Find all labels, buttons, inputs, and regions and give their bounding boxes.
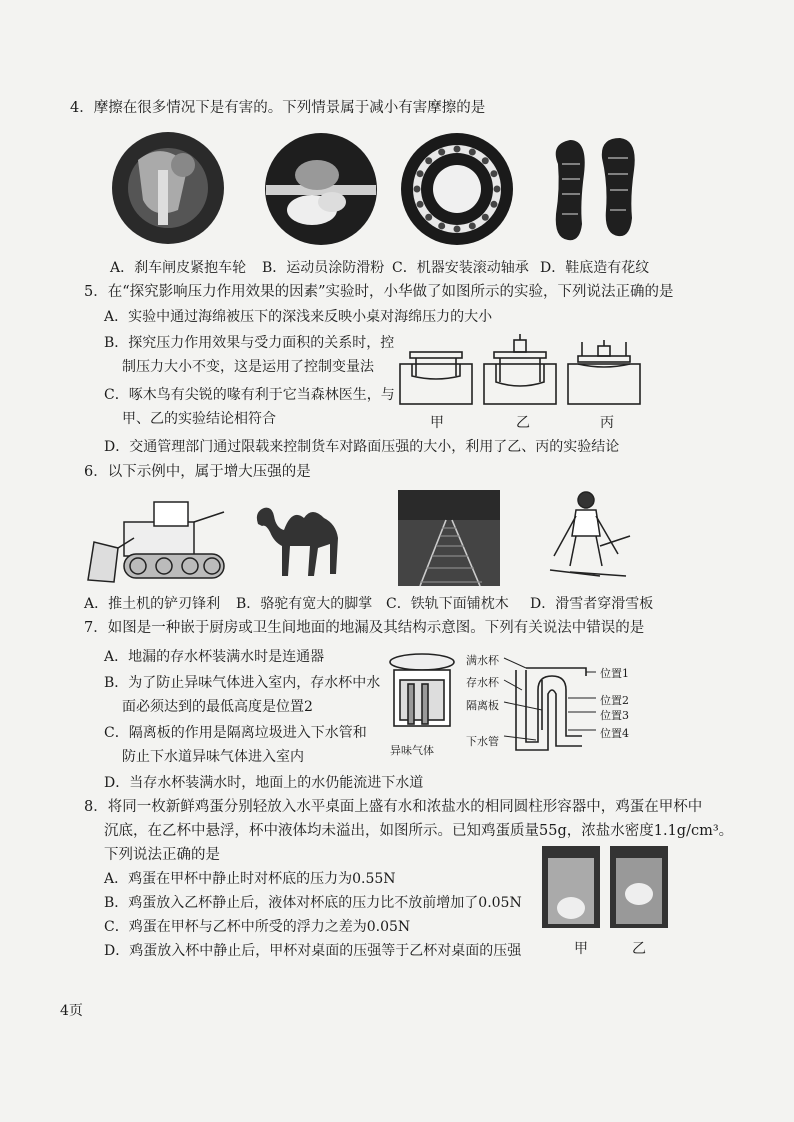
q5-option-a[interactable]: A．实验中通过海绵被压下的深浅来反映小桌对海绵压力的大小 — [104, 309, 493, 325]
q7-label-full-cup: 满水杯 — [466, 654, 499, 667]
q6-option-d[interactable]: D．滑雪者穿滑雪板 — [530, 596, 654, 612]
q7-option-c-line2: 防止下水道异味气体进入室内 — [122, 749, 304, 765]
q8-fig-label-yi: 乙 — [632, 941, 646, 957]
page-footer: 4页 — [60, 1003, 83, 1019]
q7-label-store-cup: 存水杯 — [466, 676, 499, 689]
q4-option-d[interactable]: D．鞋底造有花纹 — [540, 260, 650, 276]
q7-label-pos3: 位置3 — [600, 709, 629, 722]
q8-stem-line2: 沉底，在乙杯中悬浮，杯中液体均未溢出，如图所示。已知鸡蛋质量55g，浓盐水密度1.1g/cm³。 — [104, 823, 734, 839]
q5-fig-label-jia: 甲 — [430, 415, 444, 431]
q6-option-a[interactable]: A．推土机的铲刃锋利 — [84, 596, 221, 612]
bearing-ball — [482, 157, 489, 164]
q5-option-d[interactable]: D．交通管理部门通过限载来控制货车对路面压强的大小，利用了乙、丙的实验结论 — [104, 439, 620, 455]
q8-option-b[interactable]: B．鸡蛋放入乙杯静止后，液体对杯底的压力比不放前增加了0.05N — [104, 895, 522, 911]
q5-fig-label-yi: 乙 — [516, 415, 530, 431]
bearing-ball — [425, 157, 432, 164]
bearing-ball — [414, 186, 421, 193]
bearing-ball — [438, 149, 445, 156]
bearing-ball — [469, 222, 476, 229]
camel-image — [248, 494, 368, 584]
bearing-ball — [417, 201, 424, 208]
bearing-ball — [454, 146, 461, 153]
bearing-ball — [469, 149, 476, 156]
egg-cups-figure — [540, 844, 672, 930]
q8-option-c[interactable]: C．鸡蛋在甲杯与乙杯中所受的浮力之差为0.05N — [104, 919, 411, 935]
q7-label-pos2: 位置2 — [600, 694, 629, 707]
q4-option-c[interactable]: C．机器安装滚动轴承 — [392, 260, 529, 276]
q5-option-c-line1[interactable]: C．啄木鸟有尖锐的喙有利于它当森林医生，与 — [104, 387, 395, 403]
q7-option-b-line2: 面必须达到的最低高度是位置2 — [122, 699, 313, 715]
brake-image — [108, 130, 230, 248]
q4-stem: 4．摩擦在很多情况下是有害的。下列情景属于减小有害摩擦的是 — [70, 100, 486, 116]
bulldozer-image — [84, 492, 234, 587]
railway-image — [398, 490, 500, 586]
q7-label-odor-gas: 异味气体 — [390, 744, 434, 757]
bearing-ball — [490, 201, 497, 208]
q6-option-c[interactable]: C．铁轨下面铺枕木 — [386, 596, 509, 612]
gymnast-chalk-image — [262, 130, 380, 248]
ball-bearing-image — [396, 130, 518, 248]
q5-option-b-line1[interactable]: B．探究压力作用效果与受力面积的关系时，控 — [104, 335, 395, 351]
q8-option-a[interactable]: A．鸡蛋在甲杯中静止时对杯底的压力为0.55N — [104, 871, 396, 887]
q7-option-c-line1[interactable]: C．隔离板的作用是隔离垃圾进入下水管和 — [104, 725, 367, 741]
bearing-ball — [454, 226, 461, 233]
q7-stem: 7．如图是一种嵌于厨房或卫生间地面的地漏及其结构示意图。下列有关说法中错误的是 — [84, 620, 645, 636]
q4-option-a[interactable]: A．刹车闸皮紧抱车轮 — [110, 260, 247, 276]
skier-image — [540, 486, 632, 586]
bearing-ball — [482, 214, 489, 221]
q5-stem: 5．在“探究影响压力作用效果的因素”实验时，小华做了如图所示的实验，下列说法正确的是 — [84, 284, 674, 300]
bearing-ball — [438, 222, 445, 229]
q7-label-pos1: 位置1 — [600, 667, 629, 680]
bearing-ball — [425, 214, 432, 221]
q6-stem: 6．以下示例中，属于增大压强的是 — [84, 464, 311, 480]
bearing-ball — [494, 186, 501, 193]
q7-option-b-line1[interactable]: B．为了防止异味气体进入室内，存水杯中水 — [104, 675, 381, 691]
q5-fig-label-bing: 丙 — [600, 415, 614, 431]
q7-label-partition: 隔离板 — [466, 699, 499, 712]
bearing-ball — [417, 170, 424, 177]
q8-option-d[interactable]: D．鸡蛋放入杯中静止后，甲杯对桌面的压强等于乙杯对桌面的压强 — [104, 943, 522, 959]
q8-fig-label-jia: 甲 — [574, 941, 588, 957]
shoe-sole-image — [540, 134, 650, 246]
q5-option-b-line2: 制压力大小不变，这是运用了控制变量法 — [122, 359, 374, 375]
q7-option-d[interactable]: D．当存水杯装满水时，地面上的水仍能流进下水道 — [104, 775, 424, 791]
q5-option-c-line2: 甲、乙的实验结论相符合 — [122, 411, 276, 427]
sponge-table-figure — [396, 330, 646, 410]
q7-option-a[interactable]: A．地漏的存水杯装满水时是连通器 — [104, 649, 325, 665]
q7-label-pos4: 位置4 — [600, 727, 629, 740]
q8-stem-line1: 8．将同一枚新鲜鸡蛋分别轻放入水平桌面上盛有水和浓盐水的相同圆柱形容器中，鸡蛋在甲杯中 — [84, 799, 703, 815]
q4-option-b[interactable]: B．运动员涂防滑粉 — [262, 260, 385, 276]
bearing-ball — [490, 170, 497, 177]
q8-stem-line3: 下列说法正确的是 — [104, 847, 220, 863]
q7-label-drain-pipe: 下水管 — [466, 735, 499, 748]
q6-option-b[interactable]: B．骆驼有宽大的脚掌 — [236, 596, 373, 612]
